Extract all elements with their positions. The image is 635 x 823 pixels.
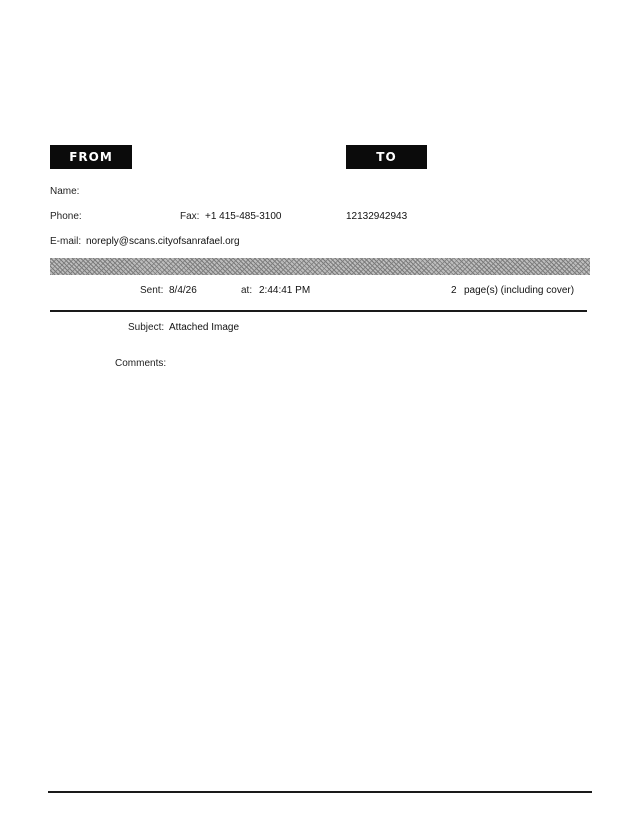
fax-label: Fax:	[180, 211, 200, 222]
comments-label: Comments:	[115, 358, 167, 369]
sent-date: 8/4/26	[169, 285, 197, 296]
separator-band	[50, 258, 590, 275]
sent-time: 2:44:41 PM	[259, 285, 311, 296]
page-count-label: page(s) (including cover)	[464, 285, 575, 296]
fax-value: +1 415-485-3100	[205, 211, 282, 222]
divider-bottom	[48, 791, 592, 793]
name-label: Name:	[50, 186, 80, 197]
subject-label: Subject:	[128, 322, 165, 333]
sent-label: Sent:	[140, 285, 164, 296]
email-value: noreply@scans.cityofsanrafael.org	[86, 236, 240, 247]
page-count: 2	[451, 285, 457, 296]
at-label: at:	[241, 285, 253, 296]
divider-top	[50, 310, 587, 312]
email-label: E-mail:	[50, 236, 82, 247]
phone-label: Phone:	[50, 211, 82, 222]
to-fax-number: 12132942943	[346, 211, 408, 222]
subject-value: Attached Image	[169, 322, 240, 333]
to-header: TO	[346, 145, 427, 169]
from-header: FROM	[50, 145, 132, 169]
